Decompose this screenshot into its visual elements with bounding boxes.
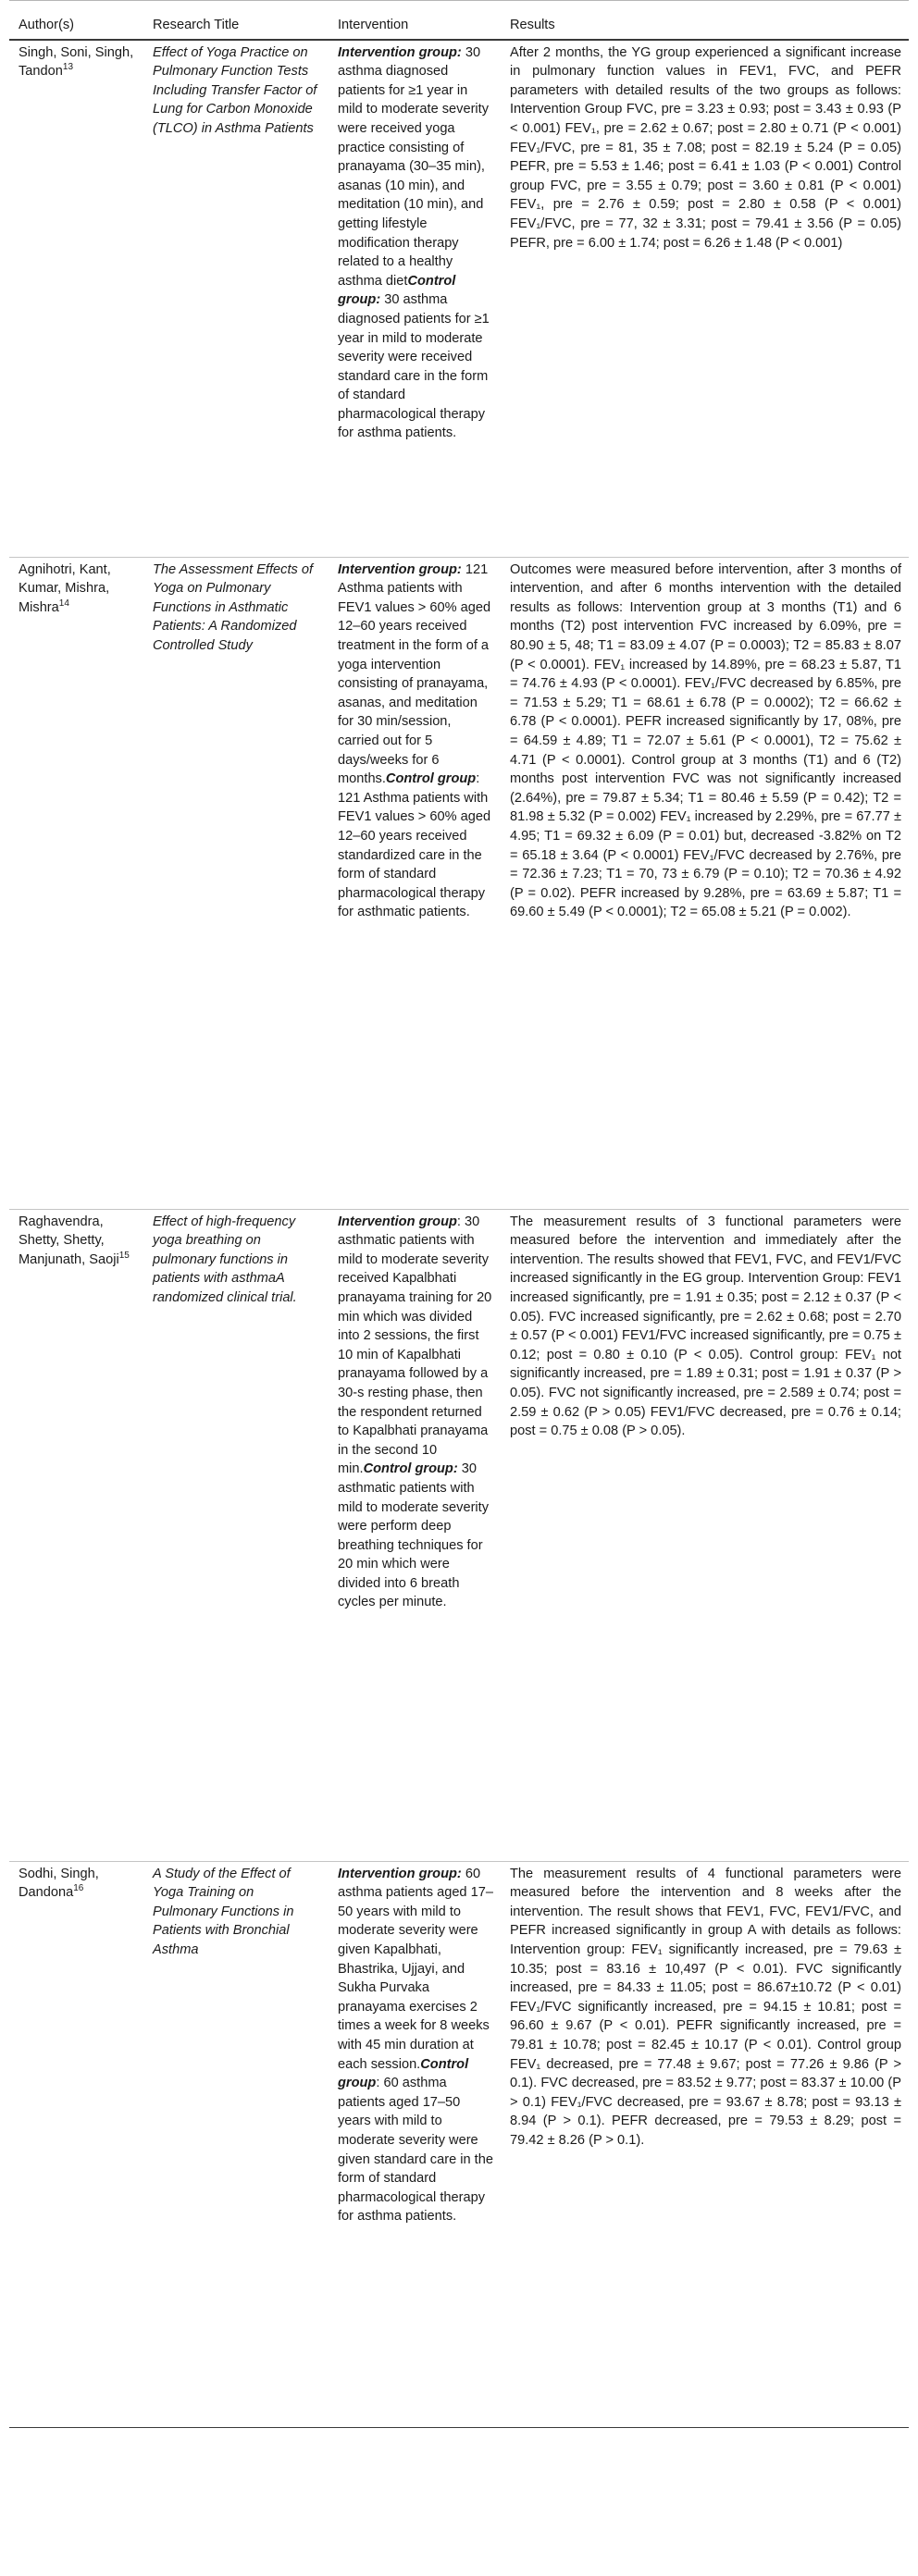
authors-cell bbox=[9, 1209, 143, 1861]
research-title-cell: The Assessment Effects of Yoga on Pulmonary Functions in Asthmatic Patients: A Randomized Controlled Study bbox=[153, 561, 314, 653]
reference-number: 14 bbox=[58, 598, 69, 609]
page bbox=[9, 0, 909, 2428]
authors: Singh, Soni, Singh, Tandon bbox=[19, 44, 134, 80]
authors: Agnihotri, Kant, Kumar, Mishra, Mishra bbox=[19, 561, 111, 615]
table-row bbox=[9, 1861, 909, 2427]
results-cell: Outcomes were measured before intervention, after 3 months of intervention, and after 6 months intervention with the detailed results as follows: Intervention group at 3 months (T1) and 6 months (T2) post intervention FVC increased by 6.09%, pre = 80.90 ± 5, 48; T1 = 83.09 ± 4.07 (P = 0.0003); T2 = 85.83 ± 8.07 (P < 0.0001). FEV₁ increased by 14.89%, pre = 68.23 ± 5.87, T1 = 74.76 ± 4.93 (P < 0.0001). FEV₁/FVC decreased by 6.85%, pre = 71.53 ± 5.29; T1 = 68.61 ± 6.78 (P = 0.0002); T2 = 66.62 ± 6.78 (P < 0.0001). PEFR increased significantly by 17, 08%, pre = 64.59 ± 4.89; T1 = 72.07 ± 5.61 (P < 0.0001), T2 = 75.62 ± 4.71 (P < 0.0001). Control group at 3 months (T1) and 6 (T2) months post intervention FVC was not significantly increased (2.64%), pre = 79.87 ± 5.34; T1 = 80.46 ± 5.59 (P = 0.42); T2 = 81.98 ± 5.32 (P = 0.002) FEV₁ increased by 2.29%, pre = 67.77 ± 4.95; T1 = 69.32 ± 6.09 (P = 0.01) but, decreased -3.82% on T2 = 65.18 ± 3.64 (P < 0.0001) FEV₁/FVC decreased by 2.76%, pre = 72.36 ± 7.23; T1 = 70, 73 ± 6.79 (P = 0.10); T2 = 70.36 ± 4.92 (P = 0.02). PEFR increased by 9.28%, pre = 63.69 ± 5.87; T1 = 69.60 ± 5.49 (P < 0.0001); T2 = 65.08 ± 5.21 (P = 0.002). bbox=[510, 561, 901, 920]
research-title-cell: Effect of high-frequency yoga breathing on pulmonary functions in patients with asthmaA randomized clinical trial. bbox=[153, 1214, 297, 1305]
reference-number: 13 bbox=[62, 62, 74, 73]
intervention-cell bbox=[329, 557, 501, 1209]
authors-cell bbox=[9, 40, 143, 558]
intervention-group-label: Intervention group: bbox=[338, 1866, 462, 1881]
control-group-label: Control group bbox=[385, 771, 477, 787]
reference-number: 16 bbox=[73, 1883, 84, 1894]
results-table bbox=[9, 0, 909, 2428]
intervention-cell bbox=[329, 1861, 501, 2427]
results-cell: The measurement results of 3 functional parameters were measured before the intervention and immediately after the intervention. The results showed that FEV1, FVC, and FEV1/FVC increased significantly in the EG group. Intervention Group: FEV1 increased significantly, pre = 1.91 ± 0.35; post = 2.12 ± 0.37 (P < 0.05). FVC increased significantly, pre = 2.62 ± 0.68; post = 2.70 ± 0.57 (P < 0.001) FEV1/FVC increased significantly, pre = 0.75 ± 0.12; post = 0.80 ± 0.10 (P < 0.05). Control group: FEV₁ not significantly increased, pre = 1.89 ± 0.31; post = 1.91 ± 0.37 (P > 0.05). FVC not significantly increased, pre = 2.589 ± 0.74; post = 2.59 ± 0.62 (P > 0.05) FEV1/FVC decreased, pre = 0.76 ± 0.14; post = 0.75 ± 0.08 (P > 0.05). bbox=[510, 1214, 901, 1439]
intervention-group-text: 30 asthma diagnosed patients for ≥1 year in mild to moderate severity were received yoga practice consisting of pranayama (30–35 min), asanas (10 min), and meditation (10 min), and getting lifestyle modification therapy related to a healthy asthma diet bbox=[338, 44, 490, 289]
authors: Sodhi, Singh, Dandona bbox=[19, 1866, 99, 1901]
control-group-label: Control group: bbox=[338, 273, 456, 308]
results-cell: After 2 months, the YG group experienced a significant increase in pulmonary function values in FEV1, FVC, and PEFR parameters with detailed results of the two groups as follows: Intervention Group FVC, pre = 3.23 ± 0.93; post = 3.43 ± 0.93 (P < 0.001) FEV₁, pre = 2.62 ± 0.67; post = 2.80 ± 0.71 (P < 0.001) FEV₁/FVC, pre = 81, 35 ± 7.08; post = 82.19 ± 5.24 (P = 0.05) PEFR, pre = 5.53 ± 1.46; post = 6.41 ± 1.03 (P < 0.001) Control group FVC, pre = 3.55 ± 0.79; post = 3.60 ± 0.81 (P < 0.001) FEV₁, pre = 2.76 ± 0.59; post = 2.80 ± 0.58 (P < 0.001) FEV₁/FVC, pre = 77, 32 ± 3.31; post = 79.41 ± 3.56 (P = 0.05) PEFR, pre = 6.00 ± 1.74; post = 6.26 ± 1.48 (P < 0.001) bbox=[510, 44, 901, 251]
authors: Raghavendra, Shetty, Shetty, Manjunath, Saoji bbox=[19, 1214, 119, 1267]
header-results: Results bbox=[501, 1, 909, 40]
intervention-group-label: Intervention group: bbox=[338, 44, 462, 60]
control-group-text: : 60 asthma patients aged 17–50 years with mild to moderate severity were given standard care in the form of standard pharmacological therapy for asthma patients. bbox=[338, 2076, 493, 2225]
header-research-title: Research Title bbox=[143, 1, 329, 40]
intervention-group-text: 121 Asthma patients with FEV1 values > 60% aged 12–60 years received treatment in the form of a yoga intervention consisting of pranayama, asanas, and meditation for 30 min/session, carried out for 5 days/weeks for 6 months. bbox=[338, 561, 491, 787]
intervention-group-label: Intervention group: bbox=[338, 561, 462, 577]
intervention-cell bbox=[329, 40, 501, 558]
reference-number: 15 bbox=[118, 1250, 130, 1261]
intervention-group-text: : 30 asthmatic patients with mild to moderate severity received Kapalbhati pranayama training for 20 min which was divided into 2 sessions, the first 10 min of Kapalbhati pranayama followed by a 30-s resting phase, then the respondent returned to Kapalbhati pranayama in the second 10 min. bbox=[338, 1214, 492, 1477]
table-row bbox=[9, 557, 909, 1209]
header-row bbox=[9, 1, 909, 40]
control-group-label: Control group bbox=[338, 2056, 469, 2091]
research-title-cell: Effect of Yoga Practice on Pulmonary Function Tests Including Transfer Factor of Lung for Carbon Monoxide (TLCO) in Asthma Patients bbox=[153, 44, 317, 136]
control-group-label: Control group: bbox=[363, 1461, 458, 1477]
intervention-group-text: 60 asthma patients aged 17–50 years with mild to moderate severity were given Kapalbhati, Bhastrika, Ujjayi, and Sukha Purvaka pranayama exercises 2 times a week for 8 weeks with 45 min duration at each session. bbox=[338, 1866, 493, 2072]
authors-cell bbox=[9, 557, 143, 1209]
results-cell: The measurement results of 4 functional parameters were measured before the intervention and 8 weeks after the intervention. The result shows that FEV1, FVC, FEV1/FVC, and PEFR increased significantly in group A with details as follows: Intervention group: FEV₁ significantly increased, pre = 79.63 ± 10.35; post = 83.16 ± 10,497 (P < 0.01). FVC significantly increased, pre = 84.33 ± 11.05; post = 86.67±10.72 (P < 0.01) FEV₁/FVC significantly increased, pre = 94.15 ± 10.81; post = 96.60 ± 9.67 (P < 0.01). PEFR significantly increased, pre = 79.81 ± 10.78; post = 82.45 ± 10.17 (P < 0.01). Control group FEV₁ decreased, pre = 77.48 ± 9.67; post = 77.26 ± 9.86 (P > 0.1). FVC decreased, pre = 83.52 ± 9.77; post = 83.37 ± 10.00 (P > 0.1) FEV₁/FVC decreased, pre = 93.67 ± 8.78; post = 93.13 ± 8.94 (P > 0.1). PEFR decreased, pre = 79.53 ± 8.29; post = 79.42 ± 8.26 (P > 0.1). bbox=[510, 1866, 901, 2148]
authors-cell bbox=[9, 1861, 143, 2427]
control-group-text: 30 asthma diagnosed patients for ≥1 year in mild to moderate severity were received standard care in the form of standard pharmacological therapy for asthma patients. bbox=[338, 292, 490, 441]
research-title-cell: A Study of the Effect of Yoga Training on Pulmonary Functions in Patients with Bronchial Asthma bbox=[153, 1866, 294, 1957]
header-intervention: Intervention bbox=[329, 1, 501, 40]
control-group-text: : 121 Asthma patients with FEV1 values > 60% aged 12–60 years received standardized care in the form of standard pharmacological therapy for asthmatic patients. bbox=[338, 771, 491, 920]
intervention-cell bbox=[329, 1209, 501, 1861]
table-row bbox=[9, 40, 909, 558]
intervention-group-label: Intervention group bbox=[338, 1214, 457, 1229]
table-row bbox=[9, 1209, 909, 1861]
control-group-text: 30 asthmatic patients with mild to moderate severity were perform deep breathing techniques for 20 min which were divided into 6 breath cycles per minute. bbox=[338, 1461, 490, 1610]
header-authors: Author(s) bbox=[9, 1, 143, 40]
